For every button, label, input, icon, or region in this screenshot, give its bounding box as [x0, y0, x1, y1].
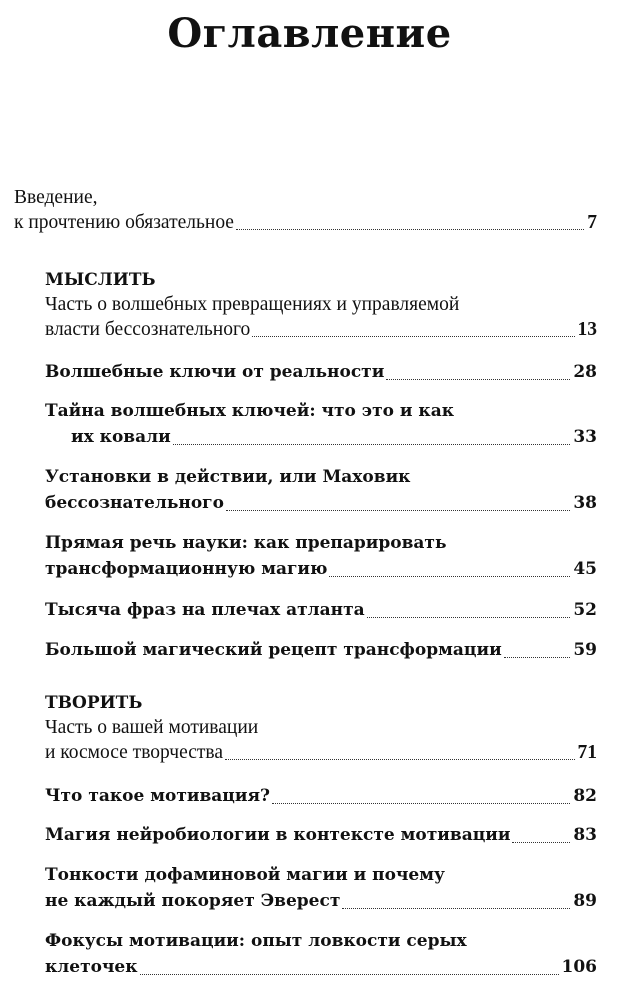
page-number: 71 [577, 742, 597, 763]
toc-entry-title-line1: Прямая речь науки: как препарировать [45, 533, 447, 553]
toc-entry-title-line2: их ковали [71, 427, 171, 447]
dot-leader [236, 229, 584, 230]
section-heading-tvorit: ТВОРИТЬ [45, 693, 143, 713]
page-number: 83 [573, 825, 597, 845]
page-number: 82 [573, 786, 597, 806]
toc-entry-title: Что такое мотивация? [45, 786, 270, 806]
toc-entry-title-line2: трансформационную магию [45, 559, 328, 579]
toc-entry-title-line2: клеточек [45, 957, 138, 977]
page-number: 13 [577, 319, 597, 340]
toc-entry-title-line1: Часть о вашей мотивации [45, 717, 259, 738]
toc-entry-section-description[interactable] [45, 715, 597, 765]
dot-leader [329, 576, 570, 577]
page-number: 59 [573, 640, 597, 660]
dot-leader [512, 842, 570, 843]
page-title: Оглавление [167, 10, 452, 57]
page-number: 7 [587, 212, 597, 233]
toc-entry-title-line2: не каждый покоряет Эверест [45, 891, 341, 911]
toc-entry-intro[interactable] [14, 185, 597, 235]
toc-entry-title-line1: Установки в действии, или Маховик [45, 467, 411, 487]
dot-leader [342, 908, 570, 909]
toc-entry-section-description[interactable] [45, 292, 597, 342]
toc-entry-title-line1: Тонкости дофаминовой магии и почему [45, 865, 445, 885]
dot-leader [140, 974, 559, 975]
section-heading-myslit: МЫСЛИТЬ [45, 270, 156, 290]
toc-entry-title-line2: власти бессознательного [45, 319, 251, 340]
dot-leader [272, 803, 570, 804]
dot-leader [252, 336, 574, 337]
toc-entry-chapter[interactable] [45, 862, 597, 914]
page-number: 89 [573, 891, 597, 911]
dot-leader [226, 510, 570, 511]
toc-entry-title-line1: Часть о волшебных превращениях и управляемой [45, 294, 460, 315]
toc-entry-chapter[interactable] [45, 783, 597, 809]
toc-entry-chapter[interactable] [45, 637, 597, 663]
toc-entry-chapter[interactable] [45, 928, 597, 980]
toc-entry-title-line1: Фокусы мотивации: опыт ловкости серых [45, 931, 467, 951]
toc-entry-chapter[interactable] [45, 359, 597, 385]
toc-entry-title-line2: к прочтению обязательное [14, 212, 234, 233]
toc-entry-title: Магия нейробиологии в контексте мотивации [45, 825, 511, 845]
toc-entry-title-line2: и космосе творчества [45, 742, 224, 763]
dot-leader [173, 444, 571, 445]
toc-entry-title-line1: Тайна волшебных ключей: что это и как [45, 401, 454, 421]
toc-entry-title-line1: Введение, [14, 187, 98, 208]
toc-entry-chapter[interactable] [45, 597, 597, 623]
dot-leader [386, 379, 570, 380]
page-number: 33 [573, 427, 597, 447]
page-number: 38 [573, 493, 597, 513]
page-number: 106 [561, 957, 597, 977]
toc-entry-title: Волшебные ключи от реальности [45, 362, 385, 382]
toc-entry-title: Большой магический рецепт трансформации [45, 640, 502, 660]
toc-entry-chapter[interactable] [45, 398, 597, 450]
toc-entry-chapter[interactable] [45, 464, 597, 516]
dot-leader [504, 657, 571, 658]
page-number: 45 [573, 559, 597, 579]
toc-entry-chapter[interactable] [45, 822, 597, 848]
toc-entry-title-line2: бессознательного [45, 493, 224, 513]
toc-entry-title: Тысяча фраз на плечах атланта [45, 600, 365, 620]
dot-leader [225, 759, 574, 760]
page-number: 28 [573, 362, 597, 382]
dot-leader [367, 617, 571, 618]
toc-entry-chapter[interactable] [45, 530, 597, 582]
page-number: 52 [573, 600, 597, 620]
